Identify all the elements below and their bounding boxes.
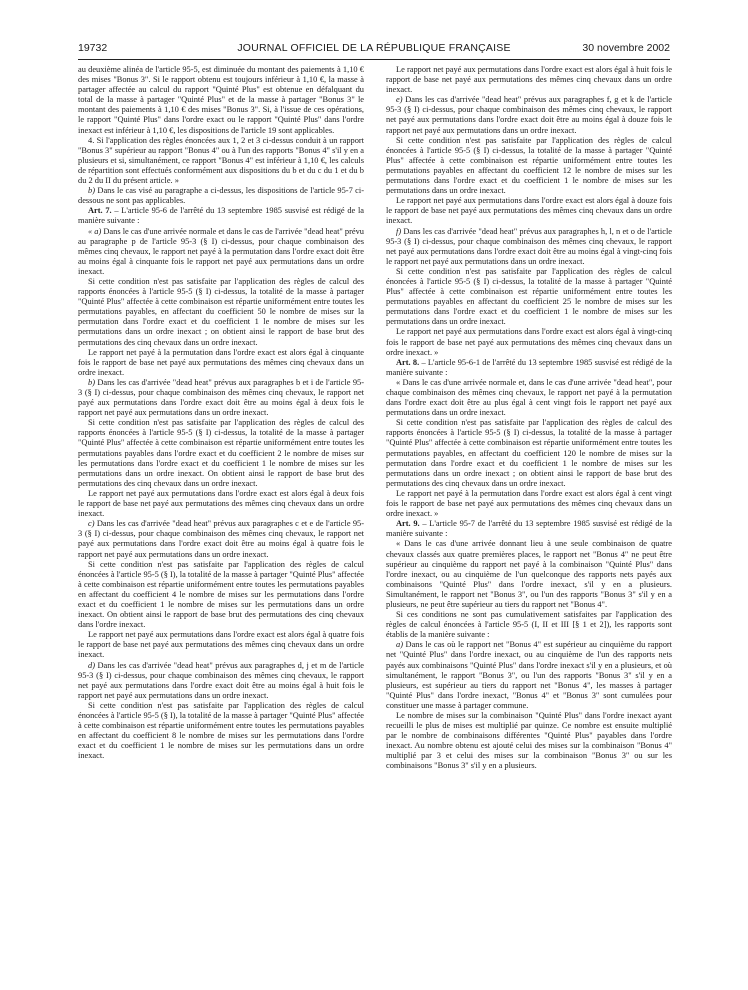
body-paragraph — [386, 640, 672, 711]
body-paragraph — [78, 661, 364, 701]
body-paragraph — [386, 610, 672, 640]
page-number: 19732 — [78, 42, 108, 54]
paragraph-text: Dans les cas d'arrivée "dead heat" prévus aux paragraphes f, g et k de l'article 95-3 (§ I) ci-dessus, pour chaque combinaison des mêmes cinq chevaux, le rapport net payé aux permutations dans l'ordre exact doit être au moins égal à douze fois le rapport net payé aux permutations dans un ordre inexact. — [386, 95, 672, 135]
body-paragraph — [78, 186, 364, 206]
body-paragraph — [78, 560, 364, 631]
right-column — [386, 65, 672, 980]
article-heading-paragraph — [78, 206, 364, 226]
article-label: Art. 9. — [396, 519, 420, 529]
paragraph-text: Dans les cas d'arrivée "dead heat" prévus aux paragraphes h, l, n et o de l'article 95-3 (§ I) ci-dessus, pour chaque combinaison des mêmes cinq chevaux, le rapport net payé aux permutations dans l'ordre exact doit être au moins égal à vingt-cinq fois le rapport net payé aux permutations dans un ordre inexact. — [386, 226, 672, 266]
body-paragraph — [78, 348, 364, 378]
paragraph-text: Si cette condition n'est pas satisfaite par l'application des règles de calcul énoncées à l'article 95-5 (§ I), la totalité de la masse à partager "Quinté Plus" affectée à cette combinaison est répartie uniformément entre toutes les permutations payables en affectant du coefficient 8 le nombre de mises sur les permutations dans l'ordre exact et du coefficient 1 le nombre de mises sur les permutations dans un ordre inexact. — [78, 700, 364, 761]
body-paragraph — [78, 378, 364, 418]
paragraph-text: Le nombre de mises sur la combinaison "Quinté Plus" dans l'ordre inexact ayant recueilli le plus de mises est multiplié par quinze. Ce nombre est ensuite multiplié par le nombre de combinaisons différentes "Quinté Plus" payables dans l'ordre inexact. Au nombre obtenu est ajouté celui des mises sur la combinaison "Bonus 4" multiplié par 3 et celui des mises sur la combinaison "Bonus 3" ou sur les combinaisons "Bonus 3" s'il y en a plusieurs. — [386, 711, 672, 771]
paragraph-text: Le rapport net payé à la permutation dans l'ordre exact est alors égal à cinquante fois le rapport de base net payé aux permutations des mêmes cinq chevaux dans un ordre inexact. — [78, 347, 364, 377]
paragraph-text: « Dans le cas d'une arrivée donnant lieu à une seule combinaison de quatre chevaux classés aux quatre premières places, le rapport net "Bonus 4" ne peut être supérieur au cinquième du rapport net payé à la combinaison "Quinté Plus" dans l'ordre inexact, ou au cinquième de l'un quelconque des rapports nets payés aux combinaisons "Quinté Plus" dans l'ordre inexact, s'il y en a plusieurs. Simultanément, le rapport net "Bonus 3", ou l'un des rapports "Bonus 3" s'il y en a plusieurs, ne peut être supérieur au tiers du rapport net "Bonus 4". — [386, 539, 672, 609]
paragraph-text: Dans le cas d'une arrivée normale et dans le cas de l'arrivée "dead heat" prévu au paragraphe p de l'article 95-3 (§ I) ci-dessus, pour chaque combinaison des mêmes cinq chevaux, le rapport net payé à la permutation dans l'ordre exact doit être au moins égal à cinquante fois le rapport net payé aux permutations dans un ordre inexact. — [78, 226, 364, 276]
body-paragraph — [78, 65, 364, 136]
body-paragraph — [78, 630, 364, 660]
article-heading-paragraph — [386, 519, 672, 539]
body-paragraph — [386, 418, 672, 489]
body-paragraph — [386, 489, 672, 519]
paragraph-text: Dans le cas visé au paragraphe a ci-dessus, les dispositions de l'article 95-7 ci-dessous ne sont pas applicables. — [78, 186, 364, 206]
paragraph-text: Si cette condition n'est pas satisfaite par l'application des règles de calcul des rapports énoncées à l'article 95-5 (§ I) ci-dessus, la totalité de la masse à partager "Quinté Plus" affectée à cette combinaison est répartie uniformément entre toutes les permutations payables, en affectant du coefficient 50 le nombre de mises sur la permutation dans l'ordre exact et du coefficient 1 le nombre de mises sur les permutations dans un ordre inexact ; on obtient ainsi le rapport de base brut des permutations des cinq chevaux dans un ordre inexact. — [78, 276, 364, 347]
left-column — [78, 65, 364, 980]
publication-date: 30 novembre 2002 — [582, 42, 670, 54]
paragraph-text: Le rapport net payé à la permutation dans l'ordre exact est alors égal à cent vingt fois le rapport de base net payé aux permutations des mêmes cinq chevaux dans un ordre inexact. » — [386, 488, 672, 519]
paragraph-text: Si ces conditions ne sont pas cumulativement satisfaites par l'application des règles de calcul énoncées à l'article 95-5 (I, II et III [§ 1 et 2]), les rapports sont établis de la manière suivante : — [386, 610, 672, 640]
body-paragraph — [78, 277, 364, 348]
paragraph-lead: b) — [88, 377, 95, 387]
body-paragraph — [78, 489, 364, 519]
body-paragraph — [386, 539, 672, 610]
paragraph-text: au deuxième alinéa de l'article 95-5, est diminuée du montant des paiements à 1,10 € des mises "Bonus 3". Si le rapport obtenu est toujours inférieur à 1,10 €, la masse à partager affectée au calcul du rapport "Quinté Plus" est obtenue en défalquant du total de la masse à partager "Quinté Plus" et de la masse à partager "Bonus 3" le montant des paiements à 1,10 € des mises "Bonus 3". Si, à l'issue de ces opérations, le rapport "Quinté Plus" dans l'ordre exact ou le rapport "Quinté Plus" dans l'ordre inexact est inférieur à 1,10 €, les dispositions de l'article 19 sont applicables. — [78, 65, 364, 135]
body-paragraph — [386, 327, 672, 357]
body-paragraph — [78, 418, 364, 489]
body-paragraph — [386, 65, 672, 95]
paragraph-text: Le rapport net payé aux permutations dans l'ordre exact est alors égal à huit fois le rapport de base net payé aux permutations des mêmes cinq chevaux dans un ordre inexact. — [386, 65, 672, 95]
paragraph-text: Si cette condition n'est pas satisfaite par l'application des règles de calcul énoncées à l'article 95-5 (§ I), la totalité de la masse à partager "Quinté Plus" affectée à cette combinaison est répartie uniformément entre toutes les permutations payables en affectant du coefficient 4 le nombre de mises sur les permutations dans l'ordre exact et du coefficient 1 le nombre de mises sur les permutations dans un ordre inexact. On obtient ainsi le rapport de base brut des permutations des cinq chevaux dans l'ordre inexact. — [78, 559, 364, 630]
paragraph-text: 4. Si l'application des règles énoncées aux 1, 2 et 3 ci-dessus conduit à un rapport "Bonus 3" supérieur au rapport "Bonus 4" ou à l'un des rapports "Bonus 4" s'il y en a plusieurs et si, simultanément, ce rapport "Bonus 4" est inférieur à 1,10 €, les calculs de répartition sont effectués conformément aux dispositions du b et du c du 1 et du b du 2 du II du présent article. » — [78, 135, 364, 186]
article-text: – L'article 95-6-1 de l'arrêté du 13 septembre 1985 susvisé est rédigé de la manière suivante : — [386, 357, 672, 377]
paragraph-lead: « a) — [88, 226, 102, 236]
paragraph-lead: d) — [88, 660, 95, 670]
article-label: Art. 7. — [88, 206, 112, 216]
paragraph-text: « Dans le cas d'une arrivée normale et, dans le cas d'une arrivée "dead heat", pour chaque combinaison des mêmes cinq chevaux, le rapport net payé à la permutation dans l'ordre exact doit être au plus égal à cent vingt fois le rapport net payé aux permutations dans un ordre inexact. — [386, 377, 672, 418]
paragraph-text: Si cette condition n'est pas satisfaite par l'application des règles de calcul énoncées à l'article 95-5 (§ I) ci-dessus, la totalité de la masse à partager "Quinté Plus" affectée à cette combinaison est répartie uniformément entre toutes les permutations payables en affectant du coefficient 25 le nombre de mises sur les permutations dans l'ordre exact et du coefficient 1 le nombre de mises sur les permutations dans un ordre inexact. — [386, 266, 672, 327]
body-paragraph — [386, 95, 672, 135]
paragraph-text: Si cette condition n'est pas satisfaite par l'application des règles de calcul des rapports énoncées à l'article 95-5 (§ I) ci-dessus, la totalité de la masse à partager "Quinté Plus" affectée à cette combinaison est répartie uniformément entre toutes les permutations payables, en affectant du coefficient 120 le nombre de mises sur la permutation dans l'ordre exact et du coefficient 1 le nombre de mises sur les permutations dans un ordre inexact ; on obtient ainsi le rapport de base brut des permutations des cinq chevaux dans un ordre inexact. — [386, 418, 672, 488]
page-header — [78, 40, 670, 56]
journal-title: JOURNAL OFFICIEL DE LA RÉPUBLIQUE FRANÇAISE — [237, 42, 511, 54]
paragraph-text: Si cette condition n'est pas satisfaite par l'application des règles de calcul des rapports énoncées à l'article 95-5 (§ I) ci-dessus, la totalité de la masse à partager "Quinté Plus" affectée à cette combinaison est répartie uniformément entre toutes les permutations payables dans l'ordre exact et du coefficient 2 le nombre de mises sur les permutations dans l'ordre exact et du coefficient 1 le nombre de mises sur les permutations dans un ordre inexact. On obtient ainsi le rapport de base brut des permutations des cinq chevaux dans un ordre inexact. — [78, 418, 364, 488]
header-rule — [78, 59, 670, 60]
paragraph-lead: f) — [396, 226, 402, 236]
body-paragraph — [386, 136, 672, 197]
paragraph-lead: c) — [88, 519, 95, 529]
paragraph-text: Dans les cas d'arrivée "dead heat" prévus aux paragraphes c et e de l'article 95-3 (§ I) ci-dessus, pour chaque combinaison des mêmes cinq chevaux, le rapport net payé aux permutations dans l'ordre exact doit être au moins égal à quatre fois le rapport net payé aux permutations dans un ordre inexact. — [78, 519, 364, 559]
body-paragraph — [78, 136, 364, 186]
paragraph-text: Dans le cas où le rapport net "Bonus 4" est supérieur au cinquième du rapport net "Quinté Plus" dans l'ordre inexact, ou au cinquième de l'un des rapports nets payés aux combinaisons "Quinté Plus" dans l'ordre inexact s'il y en a plusieurs, et où simultanément, le rapport "Bonus 3", ou l'un des rapports "Bonus 3" s'il y en a plusieurs, est supérieur au tiers du rapport net "Bonus 4", les masses à partager "Quinté Plus" dans l'ordre inexact, "Bonus 4" et "Bonus 3" sont cumulées pour constituer une masse à partager commune. — [386, 640, 672, 710]
article-text: – L'article 95-7 de l'arrêté du 13 septembre 1985 susvisé est rédigé de la manière suivante : — [386, 519, 672, 539]
body-paragraph — [386, 711, 672, 772]
paragraph-text: Le rapport net payé aux permutations dans l'ordre exact est alors égal à deux fois le rapport de base net payé aux permutations des mêmes cinq chevaux dans un ordre inexact. — [78, 488, 364, 519]
body-paragraph — [386, 267, 672, 328]
body-paragraph — [78, 227, 364, 277]
body-paragraph — [78, 701, 364, 762]
paragraph-text: Dans les cas d'arrivée "dead heat" prévus aux paragraphes d, j et m de l'article 95-3 (§ I) ci-dessus, pour chaque combinaison des mêmes cinq chevaux, le rapport net payé aux permutations dans l'ordre exact doit être au moins égal à huit fois le rapport net payé aux permutations dans un ordre inexact. — [78, 660, 364, 700]
body-paragraph — [386, 196, 672, 226]
paragraph-lead: b) — [88, 186, 95, 196]
paragraph-text: Dans les cas d'arrivée "dead heat" prévus aux paragraphes b et i de l'article 95-3 (§ I) ci-dessus, pour chaque combinaison des mêmes cinq chevaux, le rapport net payé aux permutations dans l'ordre exact doit être au moins égal à deux fois le rapport net payé aux permutations dans un ordre inexact. — [78, 377, 364, 418]
paragraph-text: Le rapport net payé aux permutations dans l'ordre exact est alors égal à douze fois le rapport de base net payé aux permutations des mêmes cinq chevaux dans un ordre inexact. — [386, 196, 672, 226]
paragraph-text: Le rapport net payé aux permutations dans l'ordre exact est alors égal à quatre fois le rapport de base net payé aux permutations des mêmes cinq chevaux dans un ordre inexact. — [78, 630, 364, 660]
article-heading-paragraph — [386, 358, 672, 378]
article-text: – L'article 95-6 de l'arrêté du 13 septembre 1985 susvisé est rédigé de la manière suivante : — [78, 206, 364, 226]
body-paragraph — [78, 519, 364, 559]
body-paragraph — [386, 378, 672, 418]
paragraph-text: Si cette condition n'est pas satisfaite par l'application des règles de calcul énoncées à l'article 95-5 (§ I) ci-dessus, la totalité de la masse à partager "Quinté Plus" affectée à cette combinaison est répartie uniformément entre toutes les permutations payables en affectant du coefficient 12 le nombre de mises sur les permutations dans l'ordre exact et du coefficient 1 le nombre de mises sur les permutations dans un ordre inexact. — [386, 135, 672, 196]
paragraph-lead: e) — [396, 95, 403, 105]
paragraph-text: Le rapport net payé aux permutations dans l'ordre exact est alors égal à vingt-cinq fois le rapport de base net payé aux permutations des mêmes cinq chevaux dans un ordre inexact. » — [386, 327, 672, 357]
body-paragraph — [386, 227, 672, 267]
article-label: Art. 8. — [396, 357, 420, 367]
paragraph-lead: a) — [396, 640, 403, 650]
